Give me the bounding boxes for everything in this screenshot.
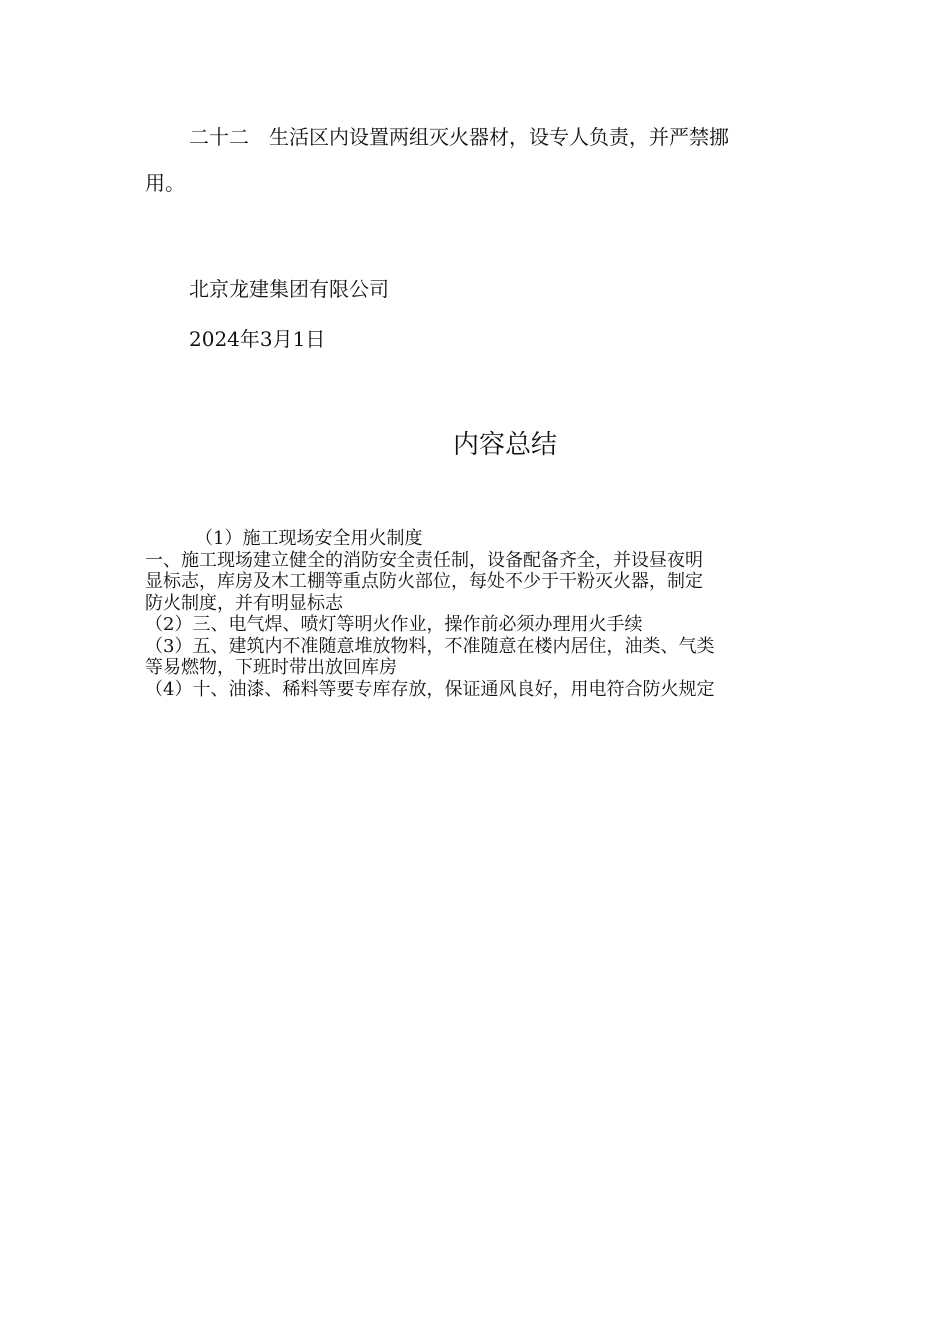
rule-22-line-2: 用。 <box>145 171 185 195</box>
summary-line: 一、施工现场建立健全的消防安全责任制，设备配备齐全，并设昼夜明 <box>145 549 703 571</box>
rule-22-line-1: 二十二 生活区内设置两组灭火器材，设专人负责，并严禁挪 <box>189 125 729 149</box>
summary-line: （2）三、电气焊、喷灯等明火作业，操作前必须办理用火手续 <box>145 614 643 635</box>
summary-line: 防火制度，并有明显标志 <box>145 592 343 614</box>
summary-line: （3）五、建筑内不准随意堆放物料，不准随意在楼内居住，油类、气类 <box>145 635 715 657</box>
summary-body <box>145 528 805 700</box>
summary-line: （1）施工现场安全用火制度 <box>195 528 423 549</box>
summary-line: 显标志，库房及木工棚等重点防火部位，每处不少于干粉灭火器，制定 <box>145 571 703 592</box>
company-name: 北京龙建集团有限公司 <box>189 277 389 301</box>
rule-22-paragraph <box>145 114 805 206</box>
summary-title: 内容总结 <box>452 430 557 460</box>
summary-line: 等易燃物，下班时带出放回库房 <box>145 657 397 678</box>
summary-line: （4）十、油漆、稀料等要专库存放，保证通风良好，用电符合防火规定 <box>145 678 715 700</box>
signature-date: 2024年3月1日 <box>189 327 326 351</box>
